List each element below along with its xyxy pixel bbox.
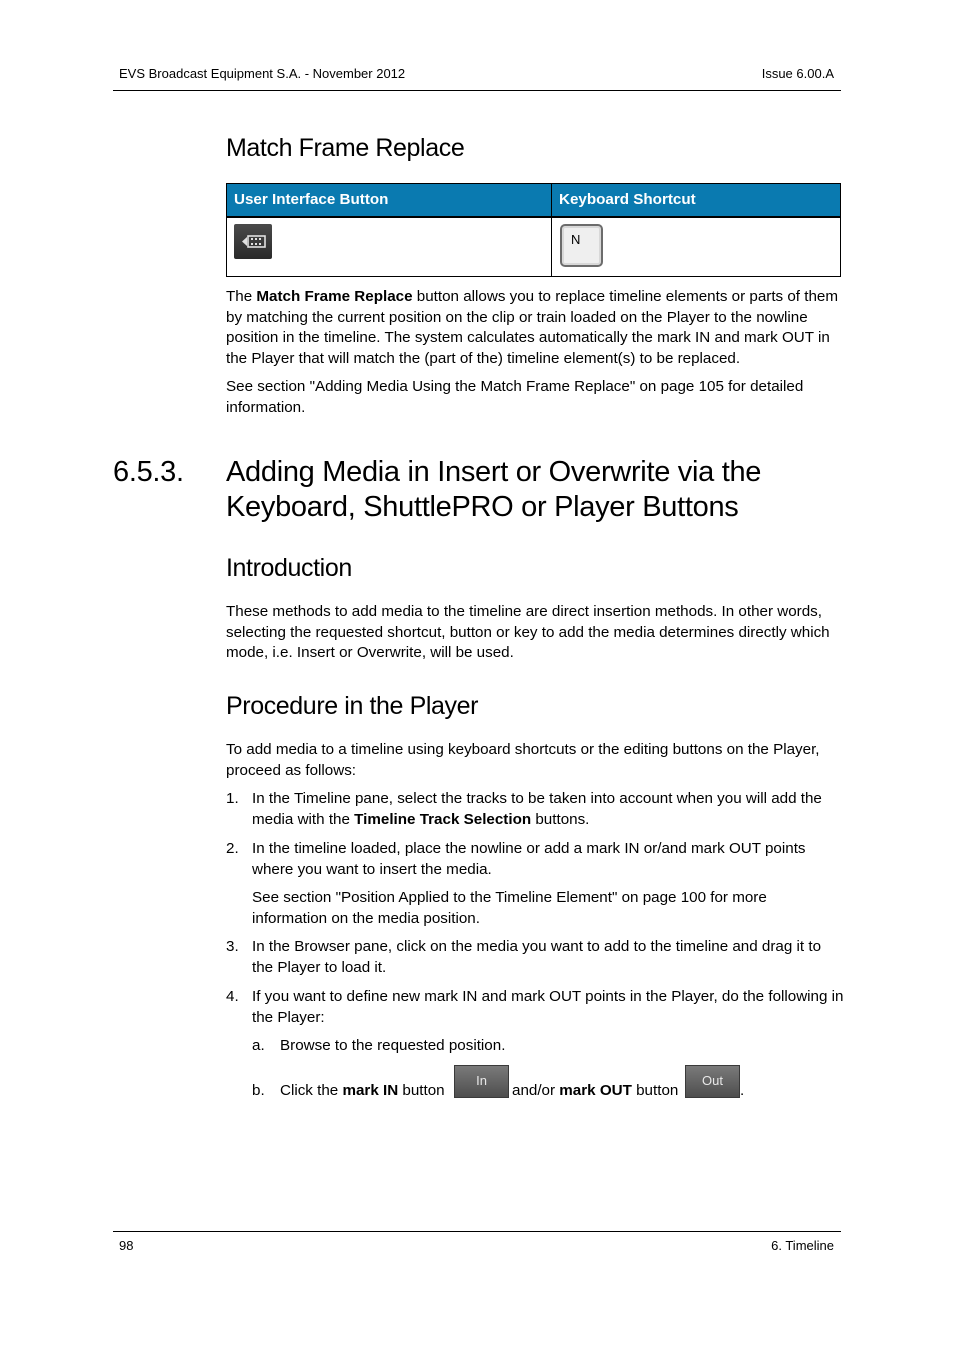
step-1-text: In the Timeline pane, select the tracks to be taken into account when you will add the media with the Timeline Track Selection buttons. (252, 790, 822, 828)
step-2-number: 2. (226, 840, 239, 857)
match-frame-replace-button (234, 224, 272, 259)
step-4-text: If you want to define new mark IN and mark OUT points in the Player, do the following in the Player: (252, 988, 844, 1026)
step-1-number: 1. (226, 790, 239, 807)
header-left: EVS Broadcast Equipment S.A. - November 2012 (119, 66, 406, 81)
match-frame-replace-icon (234, 224, 272, 259)
introduction-heading: Introduction (226, 554, 352, 582)
introduction-text: These methods to add media to the timeline are direct insertion methods. In other words, selecting the requested shortcut, button or key to add the media determines directly which mode, i.e. Insert or Overwrite, will be used. (226, 603, 830, 662)
match-frame-see-section: See section "Adding Media Using the Match Frame Replace" on page 105 for detailed information. (226, 378, 804, 416)
section-heading: Adding Media in Insert or Overwrite via the Keyboard, ShuttlePRO or Player Buttons (226, 456, 762, 523)
procedure-heading: Procedure in the Player (226, 692, 479, 720)
header-rule (113, 90, 841, 91)
key-label: N (571, 232, 581, 247)
match-frame-replace-heading: Match Frame Replace (226, 134, 465, 162)
step-2-note: See section "Position Applied to the Timeline Element" on page 100 for more information on the media position. (252, 889, 767, 927)
step-2-text: In the timeline loaded, place the nowline or add a mark IN or/and mark OUT points where you want to insert the media. (252, 840, 806, 878)
substep-b-text-middle: and/or mark OUT button (512, 1082, 679, 1099)
section-number: 6.5.3. (113, 456, 184, 488)
footer-chapter: 6. Timeline (771, 1238, 834, 1253)
footer-page-number: 98 (119, 1238, 134, 1253)
substep-b-number: b. (252, 1082, 265, 1099)
table-header-ui-button: User Interface Button (227, 184, 551, 216)
step-4-number: 4. (226, 988, 239, 1005)
table-header-keyboard-shortcut: Keyboard Shortcut (552, 184, 840, 216)
substep-b-end: . (740, 1082, 745, 1099)
procedure-intro: To add media to a timeline using keyboard shortcuts or the editing buttons on the Player, proceed as follows: (226, 741, 820, 779)
step-3-text: In the Browser pane, click on the media you want to add to the timeline and drag it to the Player to load it. (252, 938, 822, 976)
shortcut-table (226, 183, 841, 277)
match-frame-description: The Match Frame Replace button allows you to replace timeline elements or parts of them by matching the current position on the clip or train loaded on the Player to the nowline position in the timeline. The system calculates automatically the mark IN and mark OUT in the Player that will match the (part of the) timeline element(s) to be replaced. (226, 288, 839, 367)
header-right: Issue 6.00.A (761, 66, 834, 81)
step-3-number: 3. (226, 938, 239, 955)
mark-in-button: In (454, 1065, 509, 1098)
substep-b-text: Click the mark IN button (280, 1082, 445, 1099)
substep-a-text: Browse to the requested position. (280, 1037, 506, 1054)
substep-a-number: a. (252, 1037, 265, 1054)
footer-rule (113, 1231, 841, 1232)
mark-out-button: Out (685, 1065, 740, 1098)
keyboard-key-n (560, 224, 603, 267)
